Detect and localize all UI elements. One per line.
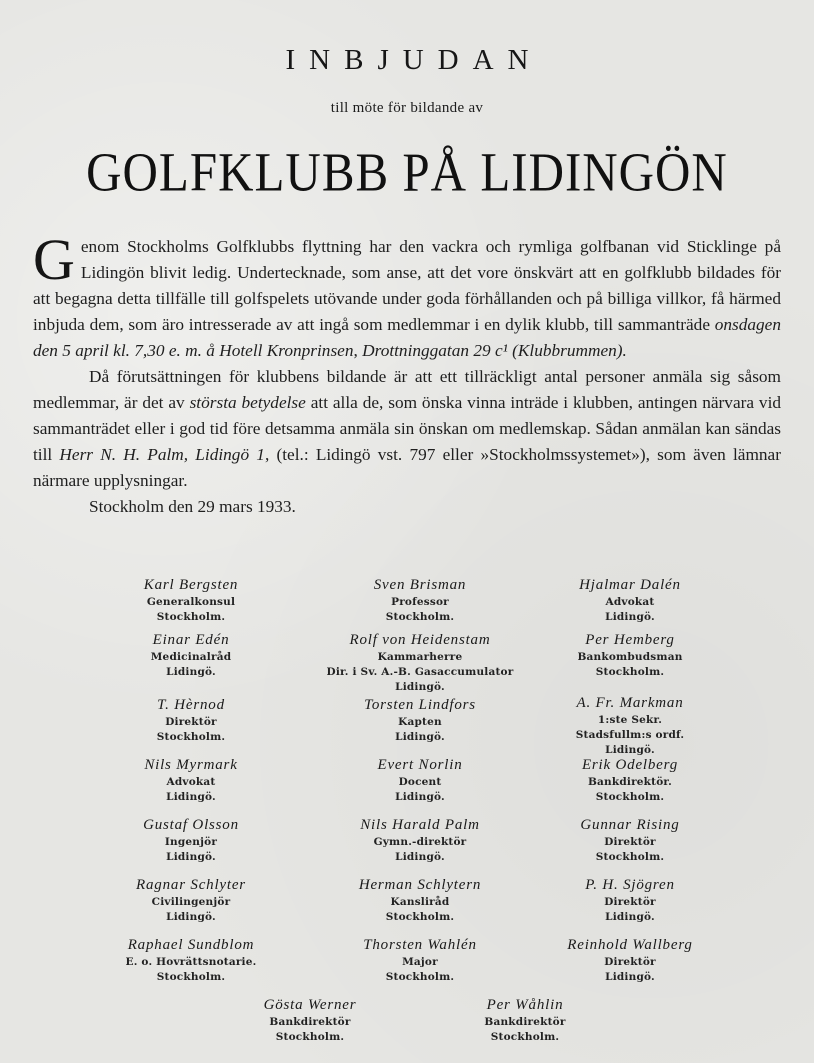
signatory [510,755,750,805]
signatory-name: Herman Schlytern [358,877,482,893]
signatory-title: Direktör [604,836,656,848]
paragraph-2-contact: Herr N. H. Palm, Lidingö 1 [59,445,265,464]
signatory-location: Stockholm. [595,666,665,678]
signatory-name: Ragnar Schlyter [136,877,246,893]
signatory-title: Advokat [605,596,655,608]
paragraph-1-text-a: enom Stockholms Golfklubbs flyttning har den vackra och rymliga golfbanan vid Sticklinge på Lidingön blivit ledig. Undertecknade, som anse, att det vore önskvärt att en golfklubb bildades för att begagna detta tillfälle till golfspelets utövande under goda förhållanden och på billiga villkor, få härmed inbjuda dem, som äro intresserade av att ingå som medlemmar i en dylik klubb, till sammanträde [33,237,781,334]
signatory [71,695,311,745]
signatory-location: Stockholm. [595,791,665,803]
signatory [405,995,645,1045]
signatory [510,875,750,925]
signatory [300,935,540,985]
signatory-title: Direktör [604,896,656,908]
signatory-title: Kammarherre [377,651,463,663]
signatory-location: Stockholm. [156,611,226,623]
signatory-title: Major [402,956,438,968]
signatory-title: Bankombudsman [577,651,683,663]
signatory-name: Per Wåhlin [486,997,564,1013]
paragraph-2-text-a: Då förutsättningen för klubbens bildande är att ett tillräckligt antal personer anmäla sig såsom medlemmar, är det av [33,367,781,412]
signatory-location: Lidingö. [605,611,655,623]
signatory-location: Lidingö. [605,971,655,983]
signatory [71,575,311,625]
signatory-name: Gunnar Rising [580,817,680,833]
signatory-location: Lidingö. [395,851,445,863]
signatory-name: Raphael Sundblom [127,937,255,953]
document-subtitle: till möte för bildande av [330,100,484,116]
signatory-location: Stockholm. [490,1031,560,1043]
signatory-title: Gymn.-direktör [373,836,467,848]
signatory [300,630,540,695]
signatory [71,755,311,805]
paragraph-2-text-b: att alla de, som önska vinna inträde i klubben, antingen närvara vid sammanträdet eller i god tid före detsamma anmäla sin önskan om medlemskap. Sådan anmälan kan sändas till [33,393,782,464]
signatory-name: Nils Myrmark [144,757,238,773]
signatory-title: Kapten [398,716,442,728]
signatory-name: Einar Edén [152,632,230,648]
signatory-location: Lidingö. [395,731,445,743]
signatory-name: Evert Norlin [377,757,463,773]
signatory [510,815,750,865]
signatory [71,875,311,925]
signatory-title: Bankdirektör [484,1016,566,1028]
paragraph-2-emphasis: största betydelse [189,393,306,412]
document-headline: GOLFKLUBB PÅ LIDINGÖN [86,141,728,203]
signatory [300,695,540,745]
paragraph-2 [33,364,781,494]
signatory-title: Ingenjör [164,836,218,848]
signatory-name: Sven Brisman [373,577,467,593]
signatory-title: Generalkonsul [146,596,236,608]
signatory-name: Erik Odelberg [581,757,679,773]
signatory [510,575,750,625]
paragraph-2-text-c: , (tel.: Lidingö vst. 797 eller »Stockholmssystemet»), som även lämnar närmare upplysningar. [33,445,781,490]
paragraph-1-meeting-address: Drottninggatan 29 c¹ (Klubbrummen). [362,341,627,360]
drop-cap: G [33,227,75,292]
signatory [300,875,540,925]
signatory-location: Stockholm. [385,911,455,923]
signatory-name: Nils Harald Palm [360,817,480,833]
signatory-title: Civilingenjör [151,896,231,908]
signatory-name: Per Hemberg [585,632,675,648]
signatory-title: 1:ste Sekr. [597,714,663,726]
signatory-location: Lidingö. [605,911,655,923]
signatory-name: T. Hèrnod [157,697,225,713]
signatory-title: Direktör [604,956,656,968]
signatory-title: Direktör [165,716,217,728]
signatory-location: Lidingö. [166,666,216,678]
signatory [300,815,540,865]
signatory-title: Bankdirektör. [587,776,673,788]
signatory-location: Stockholm. [275,1031,345,1043]
signatory-location: Stockholm. [385,611,455,623]
signatory-name: Torsten Lindfors [364,697,476,713]
signatory-location: Lidingö. [605,744,655,756]
signatory [300,755,540,805]
signatory-name: Rolf von Heidenstam [349,632,491,648]
paragraph-1-meeting-time: onsdagen den 5 april kl. 7,30 e. m. å Hotell Kronprinsen [33,315,781,360]
signatory-location: Lidingö. [395,681,445,693]
signatory-location: Lidingö. [166,911,216,923]
signatory-location: Stockholm. [385,971,455,983]
signatory-name: Hjalmar Dalén [579,577,681,593]
signatory-location: Stockholm. [156,731,226,743]
document-title: INBJUDAN [285,44,543,76]
signatory-title: Advokat [166,776,216,788]
signatory [190,995,430,1045]
signatory-name: Reinhold Wallberg [567,937,693,953]
signatory [71,630,311,680]
signatory-location: Stockholm. [156,971,226,983]
signatory [71,935,311,985]
date-line: Stockholm den 29 mars 1933. [89,497,296,516]
paragraph-1-text-b: , [353,341,363,360]
signatory-title: Bankdirektör [269,1016,351,1028]
body-text [33,227,782,520]
signatory-title: Medicinalråd [150,651,232,663]
signatory [510,693,750,758]
signatory-title: E. o. Hovrättsnotarie. [125,956,257,968]
signatory-title: Docent [398,776,442,788]
signatory-name: Gustaf Olsson [143,817,239,833]
signatory-name: Karl Bergsten [143,577,239,593]
signatory [510,630,750,680]
signatory-title: Kansliråd [390,896,450,908]
signatory-name: P. H. Sjögren [585,877,675,893]
signatory-title: Professor [391,596,449,608]
signatory-name: Thorsten Wahlén [363,937,477,953]
signatory-location: Lidingö. [395,791,445,803]
signatory-title: Stadsfullm:s ordf. [575,729,685,741]
signatory [300,575,540,625]
signatory [510,935,750,985]
signatory-title: Dir. i Sv. A.-B. Gasaccumulator [326,666,514,678]
signatory-location: Stockholm. [595,851,665,863]
signatory-location: Lidingö. [166,851,216,863]
signatory [71,815,311,865]
signatory-name: A. Fr. Markman [576,695,684,711]
signatory-location: Lidingö. [166,791,216,803]
signatory-name: Gösta Werner [263,997,357,1013]
paragraph-1 [33,227,781,364]
